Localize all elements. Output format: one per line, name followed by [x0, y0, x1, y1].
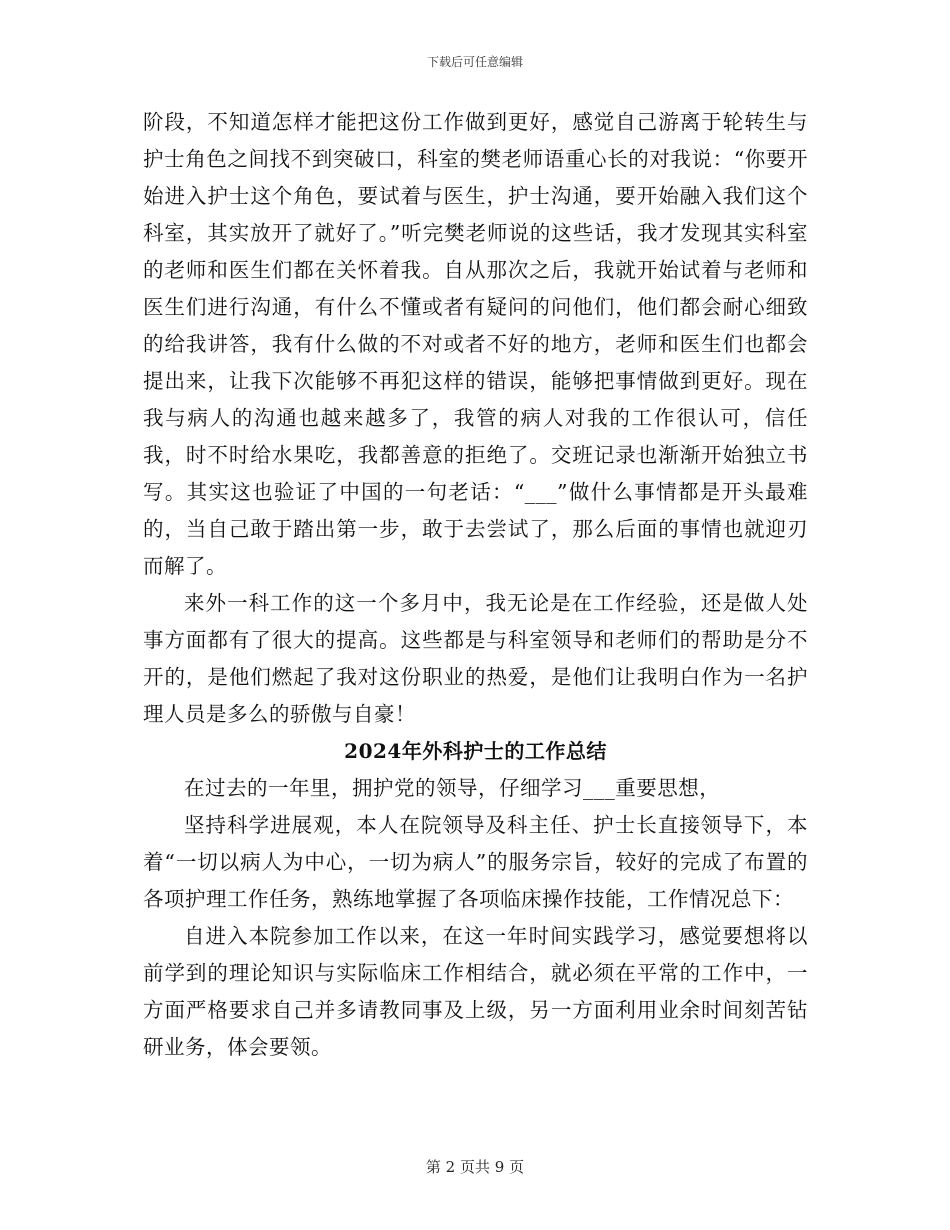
page-footer: 第 2 页共 9 页 — [425, 1158, 525, 1176]
paragraph: 坚持科学进展观，本人在院领导及科主任、护士长直接领导下，本着“一切以病人为中心，一切为病人”的服务宗旨，较好的完成了布置的各项护理工作任务，熟练地掌握了各项临床操作技能，工作情况总下： — [143, 813, 808, 911]
paragraph: 来外一科工作的这一个多月中，我无论是在工作经验，还是做人处事方面都有了很大的提高。这些都是与科室领导和老师们的帮助是分不开的，是他们燃起了我对这份职业的热爱，是他们让我明白作为一名护理人员是多么的骄傲与自豪！ — [143, 591, 808, 726]
page-header: 下载后可任意编辑 — [426, 55, 523, 69]
paragraph: 在过去的一年里，拥护党的领导，仔细学习___重要思想， — [184, 776, 721, 800]
document-body — [143, 104, 808, 1066]
paragraph: 自进入本院参加工作以来，在这一年时间实践学习，感觉要想将以前学到的理论知识与实际临床工作相结合，就必须在平常的工作中，一方面严格要求自己并多请教同事及上级，另一方面利用业余时间刻苦钻研业务，体会要领。 — [143, 924, 808, 1059]
paragraph-continued: 阶段，不知道怎样才能把这份工作做到更好，感觉自己游离于轮转生与护士角色之间找不到突破口，科室的樊老师语重心长的对我说：“你要开始进入护士这个角色，要试着与医生，护士沟通，要开始融入我们这个科室，其实放开了就好了。”听完樊老师说的这些话，我才发现其实科室的老师和医生们都在关怀着我。自从那次之后，我就开始试着与老师和医生们进行沟通，有什么不懂或者有疑问的问他们，他们都会耐心细致的给我讲答，我有什么做的不对或者不好的地方，老师和医生们也都会提出来，让我下次能够不再犯这样的错误，能够把事情做到更好。现在我与病人的沟通也越来越多了，我管的病人对我的工作很认可，信任我，时不时给水果吃，我都善意的拒绝了。交班记录也渐渐开始独立书写。其实这也验证了中国的一句老话：“___”做什么事情都是开头最难的，当自己敢于踏出第一步，敢于去尝试了，那么后面的事情也就迎刃而解了。 — [143, 110, 808, 578]
section-title: 2024年外科护士的工作总结 — [344, 739, 607, 763]
